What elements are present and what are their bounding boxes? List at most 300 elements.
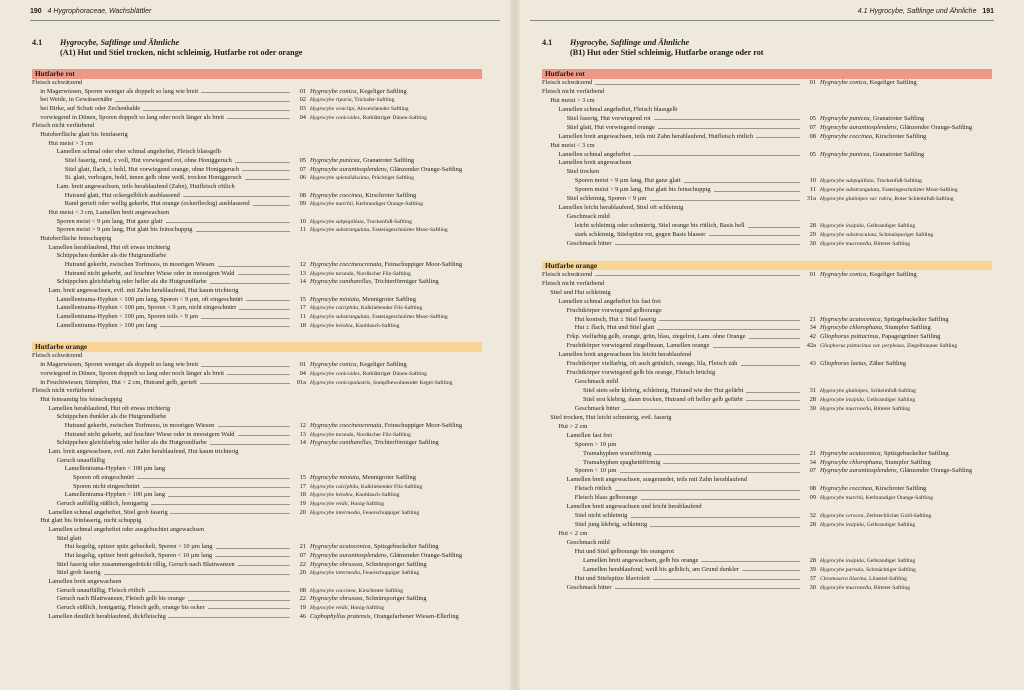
running-head-text: 4 Hygrophoraceae, Wachsblättler: [47, 8, 152, 15]
species-number: 22: [299, 560, 306, 568]
key-lead-text: Hutrand gekerbt, zwischen Torfmoos, in moorigen Wiesen: [64, 261, 215, 269]
species-number: 21: [809, 315, 816, 323]
guide-line: [238, 435, 290, 436]
species-common-name: , Abweichender Saftling: [354, 106, 409, 113]
key-lead-text: bei Weide, in Gewässernähe: [40, 96, 113, 104]
species-common-name: , Kerbrandiger Orange-Saftling: [862, 495, 933, 502]
species-common-name: , Honig-Saftling: [347, 604, 384, 611]
key-row: [32, 500, 482, 509]
key-row: [542, 324, 992, 333]
key-subtitle: (B1) Hut oder Stiel schleimig, Hutfarbe orange oder rot: [570, 47, 764, 57]
key-lead-text: Sporen meist < 9 µm lang, Hut ganz glatt: [574, 177, 681, 185]
species-common-name: , Mennigroter Saftling: [358, 295, 416, 303]
key-row: [32, 200, 482, 209]
species-common-name: , Kerbrandiger Orange-Saftling: [352, 201, 423, 208]
species-name: [310, 174, 414, 183]
key-row: [32, 439, 482, 448]
key-lead-text: Lamellen schmal angeheftet oder ausgebuchtet angewachsen: [48, 525, 205, 533]
species-common-name: , Rotblättriger Dünen-Saftling: [359, 114, 427, 121]
species-name: [310, 296, 416, 305]
key-lead-text: Hut > 2 cm: [558, 422, 588, 430]
guide-line: [188, 600, 290, 601]
species-number: 07: [809, 467, 816, 475]
key-left: [32, 38, 482, 621]
key-lead-text: St. glatt, verbogen, hohl, innen gelb ohne weiß, trocken Honiggeruch: [64, 174, 242, 182]
key-row: [32, 218, 482, 227]
key-lead-text: Fleisch schwärzend: [32, 352, 83, 360]
species-name: [820, 575, 907, 584]
species-common-name: , Ziegelbrauner Saftling: [903, 343, 958, 350]
key-lead-text: Hut meist > 3 cm: [550, 96, 595, 104]
species-name: [310, 509, 419, 518]
key-lead-text: Hutrand glatt, Hut ockergelblich ausblassend: [64, 191, 180, 199]
species-number: 13: [299, 269, 306, 277]
species-number: 01a: [296, 378, 306, 386]
species-common-name: , Zerbrechlicher Gold-Saftling: [863, 513, 932, 520]
key-row: [542, 414, 992, 423]
species-name: [820, 450, 949, 459]
key-lead-text: Hut ± flach, Hut und Stiel glatt: [574, 324, 655, 332]
species-name: [310, 439, 439, 448]
species-name: [820, 115, 924, 124]
species-common-name: , Kirschroter Saftling: [872, 485, 927, 493]
guide-line: [208, 608, 290, 609]
guide-line: [216, 548, 290, 549]
key-lead-text: Hutoberfläche glatt bis feinfaserig: [40, 131, 128, 139]
guide-line: [654, 454, 800, 455]
species-common-name: , Kalkliebender Filz-Saftling: [358, 305, 423, 312]
species-number: 13: [299, 430, 306, 438]
species-latin-name: Hygrocybe chlorophana: [820, 324, 882, 332]
species-name: [820, 133, 926, 142]
key-row: [542, 387, 992, 396]
guide-line: [115, 101, 290, 102]
key-row: [32, 122, 482, 131]
species-number: 01: [299, 361, 306, 369]
key-row: [542, 168, 992, 177]
key-lead-text: Frkp. vielfarbig gelb, orange, grün, blau, ziegelrot, Lam. ohne Orange: [566, 333, 746, 341]
species-common-name: , Gelbrandiger Saftling: [863, 557, 916, 564]
key-row: [32, 526, 482, 535]
species-latin-name: Hygrocybe cantharellus: [310, 278, 372, 286]
species-name: [820, 557, 915, 566]
guide-line: [104, 574, 290, 575]
guide-line: [633, 155, 800, 156]
key-lead-text: Lam. breit angewachsen, evtl. mit Zahn herablaufend, Hut kaum trichterig: [48, 447, 239, 455]
key-lead-text: Schüppchen gleichfarbig oder heller als die Hutgrundfarbe: [56, 439, 207, 447]
species-latin-name: Hygrocybe helobia: [310, 322, 353, 329]
species-name: [310, 270, 411, 279]
key-section-number: 4.1: [542, 38, 553, 47]
key-lead-text: Stiel glatt: [56, 534, 82, 542]
key-row: [542, 280, 992, 289]
species-latin-name: Hygrocybe parvula: [820, 566, 864, 573]
species-name: [820, 271, 917, 280]
guide-line: [659, 320, 800, 321]
species-common-name: , Spitzgebuckelter Saftling: [880, 449, 949, 457]
key-lead-text: Fruchtkörper vorwiegend gelb bis orange, Fleisch brüchig: [566, 369, 716, 377]
species-number: 12: [299, 261, 306, 269]
key-row: [542, 115, 992, 124]
species-common-name: , Kirschroter Saftling: [362, 191, 417, 199]
key-lead-text: Fleisch rötlich: [574, 485, 612, 493]
key-row: [542, 396, 992, 405]
species-latin-name: Hygrocybe coccinea: [820, 132, 873, 140]
species-latin-name: Hygrocybe riparia: [310, 97, 352, 104]
key-row: [542, 298, 992, 307]
guide-line: [714, 191, 800, 192]
key-lead-text: Lamellen fast frei: [566, 431, 613, 439]
species-common-name: , Schmalsporiger Saftling: [876, 231, 934, 238]
key-row: [32, 79, 482, 88]
running-head-right: [530, 8, 994, 20]
guide-line: [756, 137, 800, 138]
species-number: 09: [809, 494, 816, 502]
key-lead-text: Lamellen breit angewachsen: [558, 159, 632, 167]
key-row: [542, 231, 992, 240]
species-number: 31a: [806, 195, 816, 203]
species-common-name: , Mennigroter Saftling: [358, 473, 416, 481]
species-latin-name: Hygrocybe calciphila: [310, 483, 359, 490]
species-name: [310, 105, 409, 114]
species-number: 29: [809, 230, 816, 238]
species-latin-name: Hygrocybe coccineocrenata: [310, 261, 382, 269]
key-row: [542, 333, 992, 342]
species-name: [820, 485, 926, 494]
species-common-name: , Trichafer-Saftling: [351, 97, 395, 104]
key-lead-text: Schüppchen dunkler als die Hutgrundfarbe: [56, 413, 167, 421]
species-number: 01: [809, 79, 816, 86]
key-row: [542, 557, 992, 566]
key-row: [32, 352, 482, 361]
species-number: 07: [809, 123, 816, 131]
species-common-name: , Bitterer Saftling: [871, 405, 910, 412]
key-row: [542, 342, 992, 351]
species-number: 01: [809, 270, 816, 278]
key-lead-text: Stiel glatt, flach, ± hohl, Hut vorwiegend orange, ohne Honiggeruch: [64, 165, 240, 173]
species-common-name: , Kegeliger Saftling: [356, 361, 407, 369]
key-lead-text: Lamellen breit angewachsen, gelb bis orange: [583, 556, 699, 564]
species-latin-name: Hygrocybe conicoides: [310, 114, 360, 121]
species-common-name: , Fasteingeschnürter Moor-Saftling: [369, 227, 448, 234]
key-lead-text: stark schleimig, Stielspitze rot, gegen Basis blasser: [574, 230, 706, 238]
key-lead-text: Fleisch nicht verfärbend: [542, 87, 605, 95]
species-number: 04: [299, 369, 306, 377]
key-row: [32, 569, 482, 578]
key-row: [32, 131, 482, 140]
key-row: [32, 448, 482, 457]
species-common-name: , Kirschroter Saftling: [355, 587, 403, 594]
right-key-groups: [542, 69, 992, 593]
species-common-name: , Spitzgebuckelter Saftling: [370, 543, 439, 551]
running-head-left: [30, 8, 500, 20]
key-lead-text: Hut meist < 3 cm, Lamellen breit angewachsen: [48, 209, 170, 217]
species-number: 07: [299, 165, 306, 173]
species-common-name: , Trockenfuß-Saftling: [363, 218, 412, 225]
key-row: [32, 287, 482, 296]
color-group-heading: Hutfarbe orange: [32, 342, 482, 352]
guide-line: [170, 513, 290, 514]
species-latin-name: Hygrocybe punicea: [820, 114, 870, 122]
key-lead-text: Stiel grob faserig: [56, 569, 101, 577]
species-name: [820, 186, 958, 195]
species-common-name: , Gelbrandiger Saftling: [863, 522, 916, 529]
key-row: [542, 79, 992, 88]
key-row: [542, 503, 992, 512]
guide-line: [654, 119, 800, 120]
species-latin-name: Hygrocybe acutoconica: [820, 315, 881, 323]
species-latin-name: Cuphophyllus pratensis: [310, 612, 371, 620]
key-lead-text: Sporen meist > 9 µm lang, Hut glatt bis feinschuppig: [574, 186, 711, 194]
species-name: [310, 88, 407, 97]
key-row: [32, 387, 482, 396]
species-latin-name: Hygrocybe glutinipes var. rubra: [820, 196, 892, 203]
species-latin-name: Hygrocybe marchii: [820, 495, 863, 502]
species-name: [310, 278, 439, 287]
species-latin-name: Hygrocybe reidii: [310, 604, 348, 611]
guide-line: [215, 556, 290, 557]
species-number: 37: [809, 574, 816, 582]
guide-line: [742, 570, 800, 571]
species-name: [310, 543, 439, 552]
key-lead-text: bei Birke, auf Schutt oder Zechenhalde: [40, 105, 141, 113]
key-row: [542, 213, 992, 222]
guide-line: [709, 235, 800, 236]
species-common-name: , Kegeliger Saftling: [866, 79, 917, 86]
species-latin-name: Hygrocybe insipida: [820, 557, 864, 564]
guide-line: [246, 300, 290, 301]
key-row: [542, 441, 992, 450]
species-common-name: , Gelbrandiger Saftling: [863, 223, 916, 229]
key-row: [32, 361, 482, 370]
key-row: [32, 370, 482, 379]
species-number: 34: [809, 458, 816, 466]
key-lead-text: Stiel trocken, Hut leicht schmierig, evtl. faserig: [550, 413, 672, 421]
key-lead-text: Geschmack bitter: [574, 404, 620, 412]
species-latin-name: Gliophorus psittacinus: [820, 333, 879, 341]
key-row: [542, 289, 992, 298]
guide-line: [160, 326, 290, 327]
species-latin-name: Hygrocybe miniata: [310, 295, 359, 303]
key-lead-text: Sporen nicht eingeschnürt: [73, 482, 140, 490]
key-lead-text: Stiel faserig, Hut vorwiegend rot: [566, 114, 651, 122]
key-lead-text: Hut meist < 3 cm: [550, 141, 595, 149]
species-latin-name: Hygrocybe conica: [820, 270, 867, 278]
species-latin-name: Hygrocybe marchii: [310, 201, 353, 208]
species-latin-name: Hygrocybe coccinea: [310, 587, 356, 594]
species-latin-name: Hygrocybe vesiclipi: [310, 106, 355, 113]
species-number: 01: [299, 87, 306, 95]
species-name: [820, 222, 915, 231]
species-common-name: , Gelbrandiger Saftling: [863, 396, 916, 403]
species-common-name: , Lilastiel-Saftling: [866, 575, 907, 582]
guide-line: [183, 196, 290, 197]
species-number: 39: [809, 565, 816, 573]
key-row: [32, 322, 482, 331]
key-row: [542, 316, 992, 325]
key-title: Hygrocybe, Saftlinge und Ähnliche: [60, 38, 180, 47]
key-lead-text: Stiel schleimig, Sporen < 9 µm: [566, 195, 647, 203]
species-common-name: , Schleimfuß-Saftling: [867, 388, 916, 394]
key-lead-text: Stiel glatt, Hut vorwiegend orange: [566, 123, 655, 131]
key-heading: [32, 38, 482, 57]
species-number: 46: [299, 612, 306, 620]
guide-line: [595, 84, 800, 85]
guide-line: [239, 309, 290, 310]
key-row: [32, 174, 482, 183]
species-common-name: , Glänzender Orange-Saftling: [386, 165, 463, 173]
guide-line: [227, 374, 290, 375]
species-latin-name: Hygrocybe aurantiosplendens: [310, 165, 387, 173]
species-latin-name: Hygrocybe insipida: [820, 223, 864, 229]
key-lead-text: Hut kegelig, spitzer breit gebuckelt, Sporen < 10 µm lang: [64, 551, 213, 559]
species-number: 18: [299, 321, 306, 329]
species-latin-name: Hygrocybe cantharellus: [310, 439, 372, 447]
key-row: [32, 509, 482, 518]
key-lead-text: Stiel jung klebrig, schleimig: [574, 521, 648, 529]
key-row: [542, 459, 992, 468]
species-common-name: , Orangefarbener Wiesen-Ellerling: [370, 612, 459, 620]
species-name: [310, 226, 448, 235]
guide-line: [253, 205, 290, 206]
species-common-name: , Glänzender Orange-Saftling: [896, 467, 973, 475]
species-latin-name: Hygrocybe mucronella: [820, 405, 871, 412]
key-lead-text: Fleisch schwärzend: [542, 270, 593, 278]
key-lead-text: Lamellen schmal angeheftet: [558, 150, 631, 158]
key-row: [542, 521, 992, 530]
key-lead-text: Lamellen schmal angeheftet bis fast frei: [558, 297, 661, 305]
key-row: [32, 235, 482, 244]
species-number: 07: [299, 551, 306, 559]
key-row: [32, 422, 482, 431]
key-row: [542, 133, 992, 142]
key-title: Hygrocybe, Saftlinge und Ähnliche: [570, 38, 690, 47]
key-row: [32, 96, 482, 105]
species-latin-name: Hygrocybe miniata: [310, 473, 359, 481]
guide-line: [143, 110, 290, 111]
key-row: [542, 186, 992, 195]
page-number: 191: [982, 8, 994, 15]
key-row: [32, 465, 482, 474]
key-lead-text: Geschmack mild: [566, 538, 610, 546]
key-row: [542, 360, 992, 369]
species-latin-name: Hygrocybe substrangulata: [820, 187, 880, 194]
species-common-name: , Kirschroter Saftling: [872, 132, 927, 140]
guide-line: [196, 231, 290, 232]
species-latin-name: Hygrocybe acutoconica: [310, 543, 371, 551]
species-number: 03: [299, 105, 306, 113]
species-common-name: , Papageigrüner Saftling: [878, 333, 941, 341]
species-number: 08: [809, 485, 816, 493]
species-common-name: , Feuerschuppiger Saftling: [359, 509, 420, 516]
species-name: [820, 316, 949, 325]
species-name: [310, 595, 427, 604]
key-row: [542, 177, 992, 186]
species-name: [310, 483, 422, 492]
key-lead-text: Rand gerieft oder wellig gekerbt, Hut orange (ockerfleckig) ausblassend: [64, 200, 250, 208]
species-number: 11: [809, 186, 816, 194]
key-row: [32, 226, 482, 235]
key-lead-text: Stiel faserig oder zusammengedrückt rillig, Geruch nach Blattwanzen: [56, 560, 235, 568]
key-lead-text: Lamellentrama-Hyphen < 100 µm, Sporen < 9 µm, nicht eingeschnürt: [56, 304, 237, 312]
species-common-name: , Trichterförmiger Saftling: [371, 439, 439, 447]
species-latin-name: Hygrocybe conica: [310, 361, 357, 369]
species-number: 28: [809, 395, 816, 403]
key-row: [32, 561, 482, 570]
key-row: [32, 296, 482, 305]
guide-line: [245, 179, 290, 180]
species-number: 08: [299, 191, 306, 199]
guide-line: [657, 329, 800, 330]
guide-line: [201, 366, 290, 367]
species-number: 09: [299, 200, 306, 208]
key-row: [32, 604, 482, 613]
key-lead-text: Fleisch schwärzend: [32, 79, 83, 86]
species-name: [820, 521, 915, 530]
key-lead-text: Hut < 2 cm: [558, 530, 588, 537]
species-name: [310, 304, 422, 313]
guide-line: [650, 526, 800, 527]
key-lead-text: Geschmack bitter: [566, 239, 612, 247]
species-name: [820, 177, 922, 186]
species-number: 31: [809, 387, 816, 394]
guide-line: [650, 200, 800, 201]
species-latin-name: Hygrocybe aurantiosplendens: [310, 551, 387, 559]
species-latin-name: Hygrocybe coccinea: [820, 485, 873, 493]
key-lead-text: in Magerwiesen, Sporen weniger als doppelt so lang wie breit: [40, 87, 199, 95]
species-number: 15: [299, 473, 306, 481]
species-latin-name: Hygrocybe aurantiosplendens: [820, 123, 897, 131]
guide-line: [168, 496, 290, 497]
species-number: 28: [809, 556, 816, 564]
key-lead-text: Lamellen breit angewachsen: [48, 577, 122, 585]
key-lead-text: Hutrand gekerbt, zwischen Torfmoos, in moorigen Wiesen: [64, 421, 215, 429]
species-name: [820, 333, 940, 342]
key-row: [32, 278, 482, 287]
species-common-name: , Nordischer Filz-Saftling: [353, 270, 411, 277]
key-row: [542, 204, 992, 213]
species-number: 05: [809, 114, 816, 122]
species-name: [820, 324, 931, 333]
species-number: 18: [299, 491, 306, 499]
species-name: [310, 379, 452, 388]
key-row: [542, 539, 992, 548]
key-row: [542, 423, 992, 432]
key-lead-text: Lamellen schmal angeheftet, Fleisch blassgelb: [558, 105, 678, 113]
key-lead-text: Lam. breit angewachsen, teils herablaufend (Zahn), Hutfleisch rötlich: [56, 183, 235, 191]
key-row: [542, 566, 992, 575]
species-latin-name: Hygrocybe glutinipes: [820, 388, 868, 394]
key-row: [542, 88, 992, 97]
key-lead-text: Lamellen breit angewachsen, teils mit Zahn herablaufend, Hutfleisch rötlich: [558, 132, 754, 140]
key-lead-text: Stiel nicht schleimig: [574, 512, 628, 520]
header-rule: [530, 20, 994, 21]
species-name: [310, 587, 403, 596]
key-section-number: 4.1: [32, 38, 43, 47]
key-lead-text: Geschmack mild: [566, 213, 610, 221]
key-lead-text: Geruch auffällig süßlich, honigartig: [56, 499, 149, 507]
species-number: 42: [809, 333, 816, 341]
species-name: [820, 79, 917, 88]
species-latin-name: Hygrocybe helobia: [310, 492, 353, 499]
species-latin-name: Hygrocybe obrussea: [310, 560, 363, 568]
species-number: 21: [809, 449, 816, 457]
species-name: [820, 494, 933, 503]
guide-line: [242, 170, 290, 171]
species-common-name: , Fasteingeschnürter Moor-Saftling: [369, 314, 448, 321]
key-row: [32, 183, 482, 192]
species-common-name: , Granatroter Saftling: [869, 114, 925, 122]
